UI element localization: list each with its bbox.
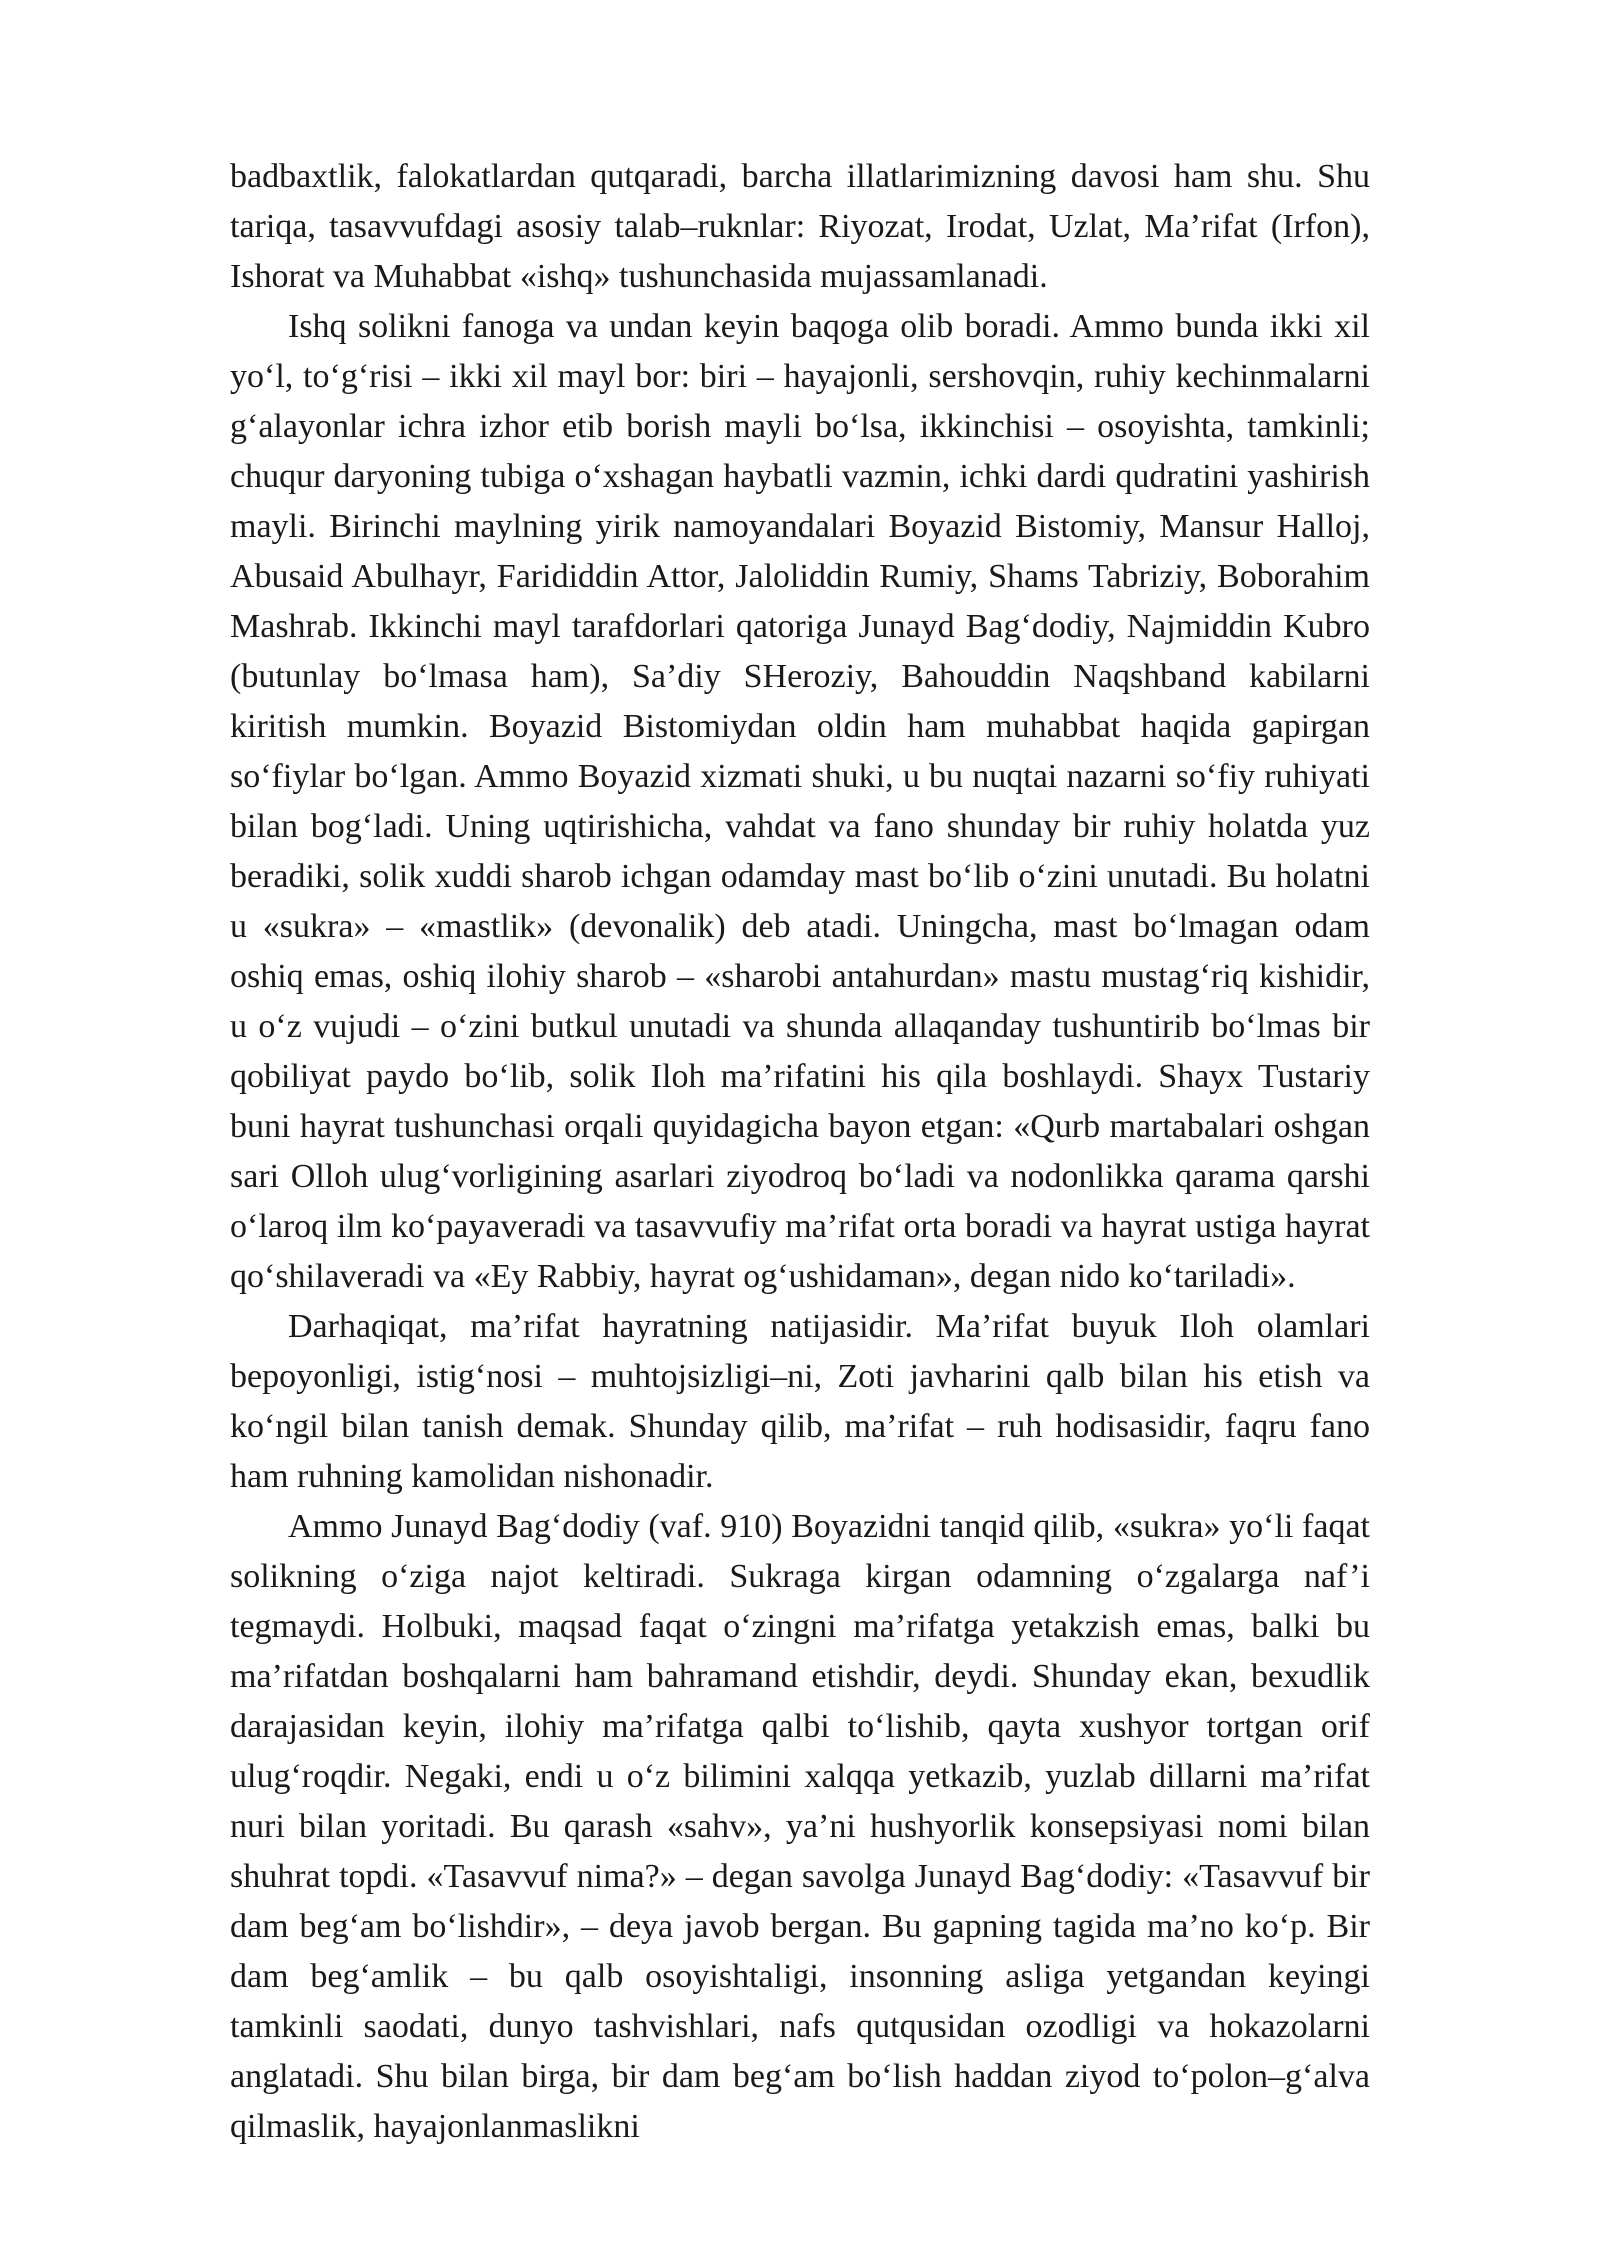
paragraph-junayd: Ammo Junayd Bag‘dodiy (vaf. 910) Boyazidni tanqid qilib, «sukra» yo‘li faqat solikning o‘ziga najot keltiradi. Sukraga kirgan odamning o‘zgalarga naf’i tegmaydi. Holbuki, maqsad faqat o‘zingni ma’rifatga yetakzish emas, balki bu ma’rifatdan boshqalarni ham bahramand etishdir, deydi. Shunday ekan, bexudlik darajasidan keyin, ilohiy ma’rifatga qalbi to‘lishib, qayta xushyor tortgan orif ulug‘roqdir. Negaki, endi u o‘z bilimini xalqqa yetkazib, yuzlab dillarni ma’rifat nuri bilan yoritadi. Bu qarash «sahv», ya’ni hushyorlik konsepsiyasi nomi bilan shuhrat topdi. «Tasavvuf nima?» – degan savolga Junayd Bag‘dodiy: «Tasavvuf bir dam beg‘am bo‘lishdir», – deya javob bergan. Bu gapning tagida ma’no ko‘p. Bir dam beg‘amlik – bu qalb osoyishtaligi, insonning asliga yetgandan keyingi tamkinli saodati, dunyo tashvishlari, nafs qutqusidan ozodligi va hokazolarni anglatadi. Shu bilan birga, bir dam beg‘am bo‘lish haddan ziyod to‘polon–g‘alva qilmaslik, hayajonlanmaslikni: [230, 1508, 1370, 2145]
paragraph-marifat: Darhaqiqat, ma’rifat hayratning natijasidir. Ma’rifat buyuk Iloh olamlari bepoyonligi, istig‘nosi – muhtojsizligi–ni, Zoti javharini qalb bilan his etish va ko‘ngil bilan tanish demak. Shunday qilib, ma’rifat – ruh hodisasidir, faqru fano ham ruhning kamolidan nishonadir.: [230, 1308, 1370, 1495]
paragraph-continuation: badbaxtlik, falokatlardan qutqaradi, barcha illatlarimizning davosi ham shu. Shu tariqa, tasavvufdagi asosiy talab–ruknlar: Riyozat, Irodat, Uzlat, Ma’rifat (Irfon), Ishorat va Muhabbat «ishq» tushunchasida mujassamlanadi.: [230, 158, 1370, 295]
document-page: [230, 152, 1370, 2152]
paragraph-ishq: Ishq solikni fanoga va undan keyin baqoga olib boradi. Ammo bunda ikki xil yo‘l, to‘g‘risi – ikki xil mayl bor: biri – hayajonli, sershovqin, ruhiy kechinmalarni g‘alayonlar ichra izhor etib borish mayli bo‘lsa, ikkinchisi – osoyishta, tamkinli; chuqur daryoning tubiga o‘xshagan haybatli vazmin, ichki dardi qudratini yashirish mayli. Birinchi maylning yirik namoyandalari Boyazid Bistomiy, Mansur Halloj, Abusaid Abulhayr, Farididdin Attor, Jaloliddin Rumiy, Shams Tabriziy, Boborahim Mashrab. Ikkinchi mayl tarafdorlari qatoriga Junayd Bag‘dodiy, Najmiddin Kubro (butunlay bo‘lmasa ham), Sa’diy SHeroziy, Bahouddin Naqshband kabilarni kiritish mumkin. Boyazid Bistomiydan oldin ham muhabbat haqida gapirgan so‘fiylar bo‘lgan. Ammo Boyazid xizmati shuki, u bu nuqtai nazarni so‘fiy ruhiyati bilan bog‘ladi. Uning uqtirishicha, vahdat va fano shunday bir ruhiy holatda yuz beradiki, solik xuddi sharob ichgan odamday mast bo‘lib o‘zini unutadi. Bu holatni u «sukra» – «mastlik» (devonalik) deb atadi. Uningcha, mast bo‘lmagan odam oshiq emas, oshiq ilohiy sharob – «sharobi antahurdan» mastu mustag‘riq kishidir, u o‘z vujudi – o‘zini butkul unutadi va shunda allaqanday tushuntirib bo‘lmas bir qobiliyat paydo bo‘lib, solik Iloh ma’rifatini his qila boshlaydi. Shayx Tustariy buni hayrat tushunchasi orqali quyidagicha bayon etgan: «Qurb martabalari oshgan sari Olloh ulug‘vorligining asarlari ziyodroq bo‘ladi va nodonlikka qarama qarshi o‘laroq ilm ko‘payaveradi va tasavvufiy ma’rifat orta boradi va hayrat ustiga hayrat qo‘shilaveradi va «Ey Rabbiy, hayrat og‘ushidaman», degan nido ko‘tariladi».: [230, 308, 1370, 1295]
